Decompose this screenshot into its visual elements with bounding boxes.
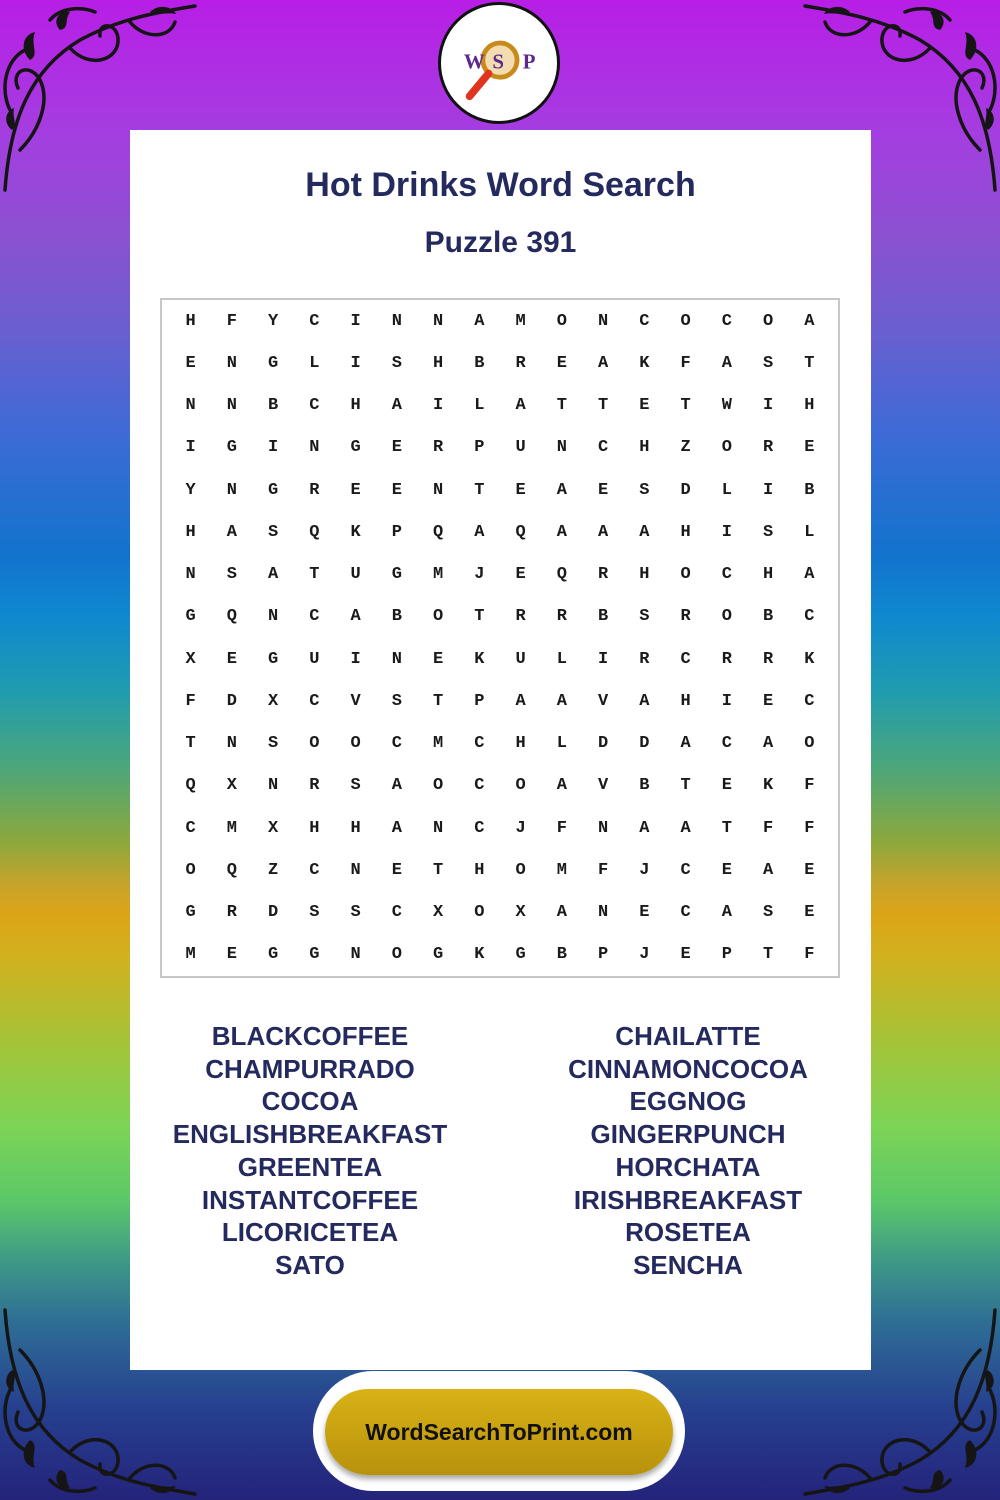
grid-cell[interactable]: M	[433, 565, 444, 585]
grid-cell[interactable]: A	[804, 565, 815, 585]
grid-cell[interactable]: Y	[268, 311, 279, 331]
grid-cell[interactable]: E	[515, 480, 526, 500]
grid-cell[interactable]: K	[474, 649, 485, 669]
grid-cell[interactable]: H	[639, 565, 650, 585]
grid-cell[interactable]: O	[680, 565, 691, 585]
grid-cell[interactable]: C	[721, 311, 732, 331]
grid-cell[interactable]: J	[474, 565, 485, 585]
grid-cell[interactable]: P	[721, 945, 732, 965]
grid-cell[interactable]: B	[556, 945, 567, 965]
grid-cell[interactable]: L	[556, 734, 567, 754]
grid-cell[interactable]: S	[350, 776, 361, 796]
grid-cell[interactable]: E	[639, 396, 650, 416]
grid-cell[interactable]: O	[350, 734, 361, 754]
grid-cell[interactable]: J	[639, 945, 650, 965]
grid-cell[interactable]: K	[474, 945, 485, 965]
grid-cell[interactable]: X	[268, 691, 279, 711]
grid-cell[interactable]: T	[598, 396, 609, 416]
website-link-button[interactable]: WordSearchToPrint.com	[325, 1389, 673, 1475]
grid-cell[interactable]: F	[556, 818, 567, 838]
grid-cell[interactable]: C	[309, 396, 320, 416]
grid-cell[interactable]: O	[185, 860, 196, 880]
grid-cell[interactable]: A	[474, 311, 485, 331]
grid-cell[interactable]: T	[763, 945, 774, 965]
grid-cell[interactable]: T	[804, 353, 815, 373]
grid-cell[interactable]: H	[350, 818, 361, 838]
grid-cell[interactable]: A	[515, 396, 526, 416]
grid-cell[interactable]: N	[350, 860, 361, 880]
grid-cell[interactable]: T	[721, 818, 732, 838]
grid-cell[interactable]: C	[309, 607, 320, 627]
grid-cell[interactable]: G	[268, 649, 279, 669]
grid-cell[interactable]: N	[433, 480, 444, 500]
grid-cell[interactable]: A	[639, 522, 650, 542]
grid-cell[interactable]: C	[639, 311, 650, 331]
grid-cell[interactable]: X	[268, 818, 279, 838]
grid-cell[interactable]: B	[598, 607, 609, 627]
grid-cell[interactable]: O	[763, 311, 774, 331]
grid-cell[interactable]: N	[268, 776, 279, 796]
grid-cell[interactable]: I	[763, 396, 774, 416]
grid-cell[interactable]: I	[721, 691, 732, 711]
grid-cell[interactable]: A	[268, 565, 279, 585]
grid-cell[interactable]: W	[721, 396, 732, 416]
grid-cell[interactable]: O	[433, 607, 444, 627]
grid-cell[interactable]: T	[185, 734, 196, 754]
grid-cell[interactable]: N	[226, 396, 237, 416]
grid-cell[interactable]: N	[226, 734, 237, 754]
grid-cell[interactable]: F	[226, 311, 237, 331]
puzzle-sheet	[130, 130, 871, 1370]
grid-cell[interactable]: K	[350, 522, 361, 542]
grid-cell[interactable]: E	[598, 480, 609, 500]
word-list-item: ENGLISHBREAKFAST	[172, 1119, 448, 1150]
grid-cell[interactable]: G	[226, 438, 237, 458]
grid-cell[interactable]: S	[763, 522, 774, 542]
grid-cell[interactable]: E	[639, 903, 650, 923]
grid-cell[interactable]: Z	[680, 438, 691, 458]
grid-cell[interactable]: S	[763, 353, 774, 373]
grid-cell[interactable]: D	[680, 480, 691, 500]
grid-cell[interactable]: C	[309, 691, 320, 711]
grid-cell[interactable]: B	[804, 480, 815, 500]
grid-cell[interactable]: N	[185, 565, 196, 585]
grid-cell[interactable]: C	[721, 734, 732, 754]
grid-cell[interactable]: N	[598, 818, 609, 838]
grid-cell[interactable]: N	[556, 438, 567, 458]
grid-cell[interactable]: X	[515, 903, 526, 923]
grid-cell[interactable]: M	[556, 860, 567, 880]
grid-cell[interactable]: T	[680, 776, 691, 796]
word-list-item: EGGNOG	[629, 1086, 747, 1117]
grid-cell[interactable]: E	[433, 649, 444, 669]
grid-cell[interactable]: L	[721, 480, 732, 500]
grid-cell[interactable]: K	[639, 353, 650, 373]
grid-cell[interactable]: C	[804, 607, 815, 627]
grid-cell[interactable]: A	[804, 311, 815, 331]
word-list-item: CHAILATTE	[615, 1021, 761, 1051]
grid-cell[interactable]: L	[556, 649, 567, 669]
grid-cell[interactable]: S	[391, 353, 402, 373]
grid-cell[interactable]: O	[721, 607, 732, 627]
grid-cell[interactable]: E	[763, 691, 774, 711]
grid-cell[interactable]: J	[639, 860, 650, 880]
grid-cell[interactable]: P	[391, 522, 402, 542]
grid-cell[interactable]: N	[185, 396, 196, 416]
grid-cell[interactable]: I	[763, 480, 774, 500]
grid-cell[interactable]: A	[474, 522, 485, 542]
grid-cell[interactable]: C	[598, 438, 609, 458]
grid-cell[interactable]: F	[598, 860, 609, 880]
grid-cell[interactable]: B	[763, 607, 774, 627]
grid-cell[interactable]: M	[433, 734, 444, 754]
grid-cell[interactable]: A	[598, 522, 609, 542]
grid-cell[interactable]: S	[639, 480, 650, 500]
grid-cell[interactable]: S	[350, 903, 361, 923]
grid-cell[interactable]: S	[226, 565, 237, 585]
grid-cell[interactable]: R	[598, 565, 609, 585]
footer-badge	[313, 1371, 685, 1491]
grid-cell[interactable]: N	[598, 311, 609, 331]
grid-cell[interactable]: L	[804, 522, 815, 542]
grid-cell[interactable]: K	[804, 649, 815, 669]
grid-cell[interactable]: H	[680, 691, 691, 711]
grid-cell[interactable]: D	[268, 903, 279, 923]
grid-cell[interactable]: A	[226, 522, 237, 542]
grid-cell[interactable]: E	[515, 565, 526, 585]
grid-cell[interactable]: V	[350, 691, 361, 711]
grid-cell[interactable]: A	[391, 776, 402, 796]
page-title: Hot Drinks Word Search	[305, 166, 696, 204]
word-list-item: GREENTEA	[237, 1151, 383, 1182]
grid-cell[interactable]: O	[721, 438, 732, 458]
grid-cell[interactable]: R	[309, 776, 320, 796]
grid-cell[interactable]: F	[763, 818, 774, 838]
grid-cell[interactable]: E	[391, 860, 402, 880]
word-list-item: INSTANTCOFFEE	[201, 1184, 419, 1215]
grid-cell[interactable]: S	[268, 734, 279, 754]
grid-cell[interactable]: O	[391, 945, 402, 965]
grid-cell[interactable]: C	[309, 311, 320, 331]
grid-cell[interactable]: D	[639, 734, 650, 754]
grid-cell[interactable]: O	[309, 734, 320, 754]
word-list-item: HORCHATA	[615, 1151, 761, 1182]
grid-cell[interactable]: O	[474, 903, 485, 923]
grid-cell[interactable]: L	[309, 353, 320, 373]
grid-cell[interactable]: C	[680, 649, 691, 669]
word-list-item: CHAMPURRADO	[205, 1053, 415, 1084]
grid-cell[interactable]: A	[515, 691, 526, 711]
grid-cell[interactable]: T	[433, 691, 444, 711]
grid-cell[interactable]: S	[639, 607, 650, 627]
grid-cell[interactable]: E	[391, 438, 402, 458]
grid-cell[interactable]: I	[721, 522, 732, 542]
grid-cell[interactable]: C	[680, 860, 691, 880]
grid-cell[interactable]: C	[309, 860, 320, 880]
grid-cell[interactable]: M	[226, 818, 237, 838]
logo-letter-s: S	[492, 49, 504, 74]
word-list-right	[503, 1020, 873, 1282]
grid-cell[interactable]: A	[556, 776, 567, 796]
grid-cell[interactable]: G	[268, 945, 279, 965]
grid-cell[interactable]: A	[556, 691, 567, 711]
word-list-item: GINGERPUNCH	[590, 1119, 786, 1150]
word-list-item: COCOA	[261, 1086, 359, 1117]
grid-cell[interactable]: X	[433, 903, 444, 923]
grid-cell[interactable]: T	[474, 480, 485, 500]
grid-cell[interactable]: Q	[226, 607, 237, 627]
grid-cell[interactable]: E	[226, 945, 237, 965]
grid-cell[interactable]: S	[309, 903, 320, 923]
grid-cell[interactable]: G	[391, 565, 402, 585]
grid-cell[interactable]: M	[185, 945, 196, 965]
grid-cell[interactable]: R	[309, 480, 320, 500]
grid-cell[interactable]: O	[433, 776, 444, 796]
grid-cell[interactable]: C	[474, 818, 485, 838]
grid-cell[interactable]: A	[639, 691, 650, 711]
grid-cell[interactable]: I	[350, 649, 361, 669]
grid-cell[interactable]: H	[185, 311, 196, 331]
grid-cell[interactable]: G	[515, 945, 526, 965]
grid-cell[interactable]: B	[391, 607, 402, 627]
grid-cell[interactable]: F	[804, 776, 815, 796]
grid-cell[interactable]: N	[391, 649, 402, 669]
grid-cell[interactable]: B	[268, 396, 279, 416]
grid-cell[interactable]: A	[763, 860, 774, 880]
grid-cell[interactable]: I	[350, 353, 361, 373]
grid-cell[interactable]: C	[804, 691, 815, 711]
grid-cell[interactable]: A	[391, 818, 402, 838]
grid-cell[interactable]: T	[474, 607, 485, 627]
grid-cell[interactable]: A	[721, 903, 732, 923]
grid-cell[interactable]: O	[515, 860, 526, 880]
grid-cell[interactable]: C	[721, 565, 732, 585]
grid-cell[interactable]: N	[433, 311, 444, 331]
grid-cell[interactable]: E	[680, 945, 691, 965]
word-list-left	[125, 1020, 495, 1282]
word-list-item: IRISHBREAKFAST	[573, 1184, 803, 1215]
grid-cell[interactable]: E	[721, 860, 732, 880]
magnifier-logo-icon	[441, 5, 557, 121]
grid-cell[interactable]: E	[350, 480, 361, 500]
grid-cell[interactable]: I	[350, 311, 361, 331]
grid-cell[interactable]: H	[804, 396, 815, 416]
grid-cell[interactable]: E	[804, 903, 815, 923]
grid-cell[interactable]: Q	[226, 860, 237, 880]
grid-cell[interactable]: F	[680, 353, 691, 373]
grid-cell[interactable]: B	[639, 776, 650, 796]
grid-cell[interactable]: G	[268, 480, 279, 500]
grid-cell[interactable]: P	[474, 691, 485, 711]
grid-cell[interactable]: A	[680, 818, 691, 838]
grid-cell[interactable]: A	[350, 607, 361, 627]
grid-cell[interactable]: Q	[309, 522, 320, 542]
grid-cell[interactable]: Q	[556, 565, 567, 585]
grid-cell[interactable]: F	[185, 691, 196, 711]
logo-letter-w: W	[463, 49, 485, 74]
grid-cell[interactable]: G	[185, 607, 196, 627]
grid-cell[interactable]: A	[556, 522, 567, 542]
grid-cell[interactable]: V	[598, 691, 609, 711]
grid-cell[interactable]: R	[680, 607, 691, 627]
grid-cell[interactable]: E	[391, 480, 402, 500]
grid-cell[interactable]: C	[680, 903, 691, 923]
grid-cell[interactable]: O	[804, 734, 815, 754]
grid-cell[interactable]: Q	[515, 522, 526, 542]
grid-cell[interactable]: A	[721, 353, 732, 373]
grid-cell[interactable]: K	[763, 776, 774, 796]
grid-cell[interactable]: C	[391, 734, 402, 754]
grid-cell[interactable]: A	[556, 903, 567, 923]
word-list-item: SENCHA	[633, 1249, 743, 1280]
grid-cell[interactable]: Y	[185, 480, 196, 500]
grid-cell[interactable]: N	[226, 353, 237, 373]
grid-cell[interactable]: A	[680, 734, 691, 754]
grid-cell[interactable]: H	[763, 565, 774, 585]
grid-cell[interactable]: F	[804, 945, 815, 965]
grid-cell[interactable]: R	[721, 649, 732, 669]
grid-cell[interactable]: T	[556, 396, 567, 416]
word-list-item: BLACKCOFFEE	[211, 1021, 409, 1051]
grid-cell[interactable]: S	[391, 691, 402, 711]
grid-cell[interactable]: B	[474, 353, 485, 373]
grid-cell[interactable]: R	[763, 438, 774, 458]
grid-cell[interactable]: H	[433, 353, 444, 373]
grid-cell[interactable]: C	[474, 734, 485, 754]
grid-cell[interactable]: R	[515, 607, 526, 627]
grid-cell[interactable]: Z	[268, 860, 279, 880]
grid-cell[interactable]: G	[433, 945, 444, 965]
grid-cell[interactable]: U	[515, 649, 526, 669]
grid-cell[interactable]: X	[185, 649, 196, 669]
word-list-item: ROSETEA	[625, 1217, 751, 1248]
grid-cell[interactable]: T	[433, 860, 444, 880]
grid-cell[interactable]: N	[309, 438, 320, 458]
puzzle-number: Puzzle 391	[424, 226, 577, 259]
grid-cell[interactable]: O	[680, 311, 691, 331]
grid-cell[interactable]: R	[433, 438, 444, 458]
letter-grid	[160, 298, 840, 978]
grid-cell[interactable]: Q	[433, 522, 444, 542]
grid-cell[interactable]: C	[185, 818, 196, 838]
grid-cell[interactable]: E	[804, 860, 815, 880]
grid-cell[interactable]: H	[474, 860, 485, 880]
grid-cell[interactable]: H	[515, 734, 526, 754]
grid-cell[interactable]: A	[639, 818, 650, 838]
grid-cell[interactable]: E	[804, 438, 815, 458]
grid-cell[interactable]: X	[226, 776, 237, 796]
grid-cell[interactable]: A	[763, 734, 774, 754]
grid-cell[interactable]: O	[515, 776, 526, 796]
grid-cell[interactable]: H	[185, 522, 196, 542]
grid-cell[interactable]: U	[350, 565, 361, 585]
grid-cell[interactable]: J	[515, 818, 526, 838]
grid-cell[interactable]: N	[391, 311, 402, 331]
grid-cell[interactable]: I	[268, 438, 279, 458]
grid-cell[interactable]: D	[598, 734, 609, 754]
grid-cell[interactable]: A	[556, 480, 567, 500]
grid-cell[interactable]: N	[226, 480, 237, 500]
grid-cell[interactable]: G	[185, 903, 196, 923]
grid-cell[interactable]: Q	[185, 776, 196, 796]
grid-cell[interactable]: M	[515, 311, 526, 331]
grid-cell[interactable]: V	[598, 776, 609, 796]
grid-cell[interactable]: R	[639, 649, 650, 669]
grid-cell[interactable]: S	[763, 903, 774, 923]
grid-cell[interactable]: H	[639, 438, 650, 458]
grid-cell[interactable]: H	[680, 522, 691, 542]
grid-cell[interactable]: R	[763, 649, 774, 669]
grid-cell[interactable]: I	[598, 649, 609, 669]
grid-cell[interactable]: N	[433, 818, 444, 838]
word-list-item: SATO	[275, 1249, 345, 1280]
grid-cell[interactable]: A	[391, 396, 402, 416]
grid-cell[interactable]: H	[350, 396, 361, 416]
grid-cell[interactable]: N	[268, 607, 279, 627]
logo	[438, 2, 560, 124]
grid-cell[interactable]: N	[350, 945, 361, 965]
grid-cell[interactable]: I	[433, 396, 444, 416]
grid-cell[interactable]: F	[804, 818, 815, 838]
grid-cell[interactable]: G	[268, 353, 279, 373]
grid-cell[interactable]: R	[515, 353, 526, 373]
grid-cell[interactable]: D	[226, 691, 237, 711]
grid-cell[interactable]: E	[721, 776, 732, 796]
word-list-item: LICORICETEA	[221, 1217, 399, 1248]
grid-cell[interactable]: R	[226, 903, 237, 923]
grid-cell[interactable]: E	[226, 649, 237, 669]
grid-cell[interactable]: P	[474, 438, 485, 458]
grid-cell[interactable]: C	[474, 776, 485, 796]
grid-cell[interactable]: U	[309, 649, 320, 669]
logo-letter-p: P	[522, 49, 536, 74]
grid-cell[interactable]: E	[556, 353, 567, 373]
grid-cell[interactable]: G	[350, 438, 361, 458]
grid-cell[interactable]: U	[515, 438, 526, 458]
grid-cell[interactable]: R	[556, 607, 567, 627]
grid-cell[interactable]: A	[598, 353, 609, 373]
grid-cell[interactable]: O	[556, 311, 567, 331]
grid-cell[interactable]: P	[598, 945, 609, 965]
grid-cell[interactable]: C	[391, 903, 402, 923]
grid-cell[interactable]: N	[598, 903, 609, 923]
grid-cell[interactable]: S	[268, 522, 279, 542]
grid-cell[interactable]: H	[309, 818, 320, 838]
word-list-item: CINNAMONCOCOA	[568, 1053, 808, 1084]
grid-cell[interactable]: I	[185, 438, 196, 458]
grid-cell[interactable]: T	[680, 396, 691, 416]
grid-cell[interactable]: G	[309, 945, 320, 965]
grid-cell[interactable]: L	[474, 396, 485, 416]
grid-cell[interactable]: T	[309, 565, 320, 585]
grid-cell[interactable]: E	[185, 353, 196, 373]
